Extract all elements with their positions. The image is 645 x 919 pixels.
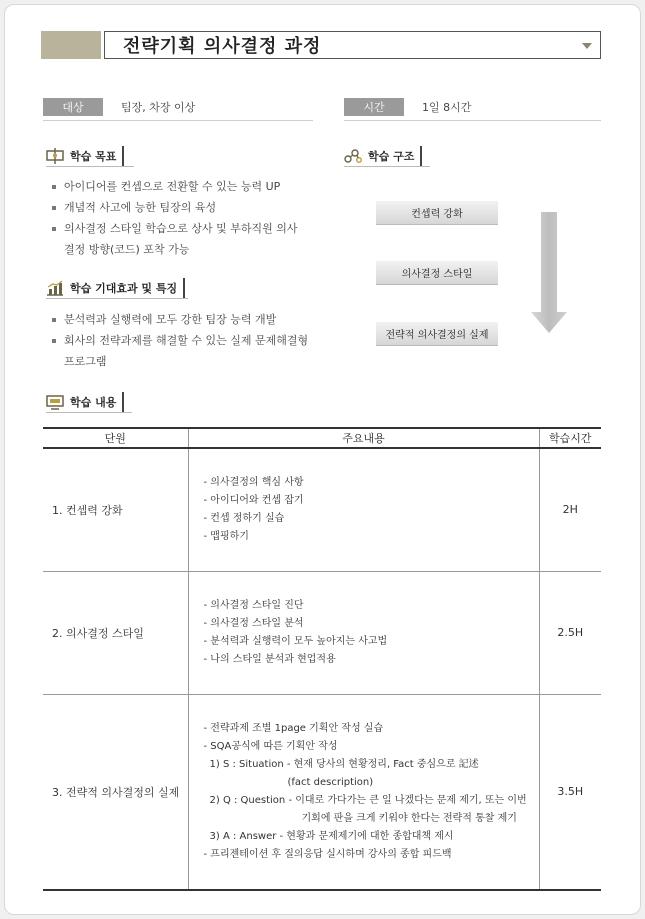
content-header: [46, 391, 124, 413]
chart-icon: [46, 280, 64, 296]
column-header: 단원: [43, 428, 188, 448]
title-accent-block: [41, 31, 101, 59]
structure-step: 의사결정 스타일: [376, 261, 498, 285]
content-line: - 맵핑하기: [203, 530, 249, 542]
dropdown-arrow-icon[interactable]: [582, 43, 592, 49]
content-title: 학습 내용: [70, 396, 117, 409]
monitor-icon: [46, 394, 64, 410]
unit-cell: 2. 의사결정 스타일: [43, 571, 188, 694]
target-tag: 대상: [43, 98, 103, 116]
list-item: 개념적 사고에 능한 팀장의 육성: [50, 197, 298, 218]
table-row: [43, 448, 601, 571]
unit-cell: 1. 컨셉력 강화: [43, 448, 188, 571]
header-bar: [183, 278, 185, 298]
content-line: - 의사결정 스타일 진단: [203, 599, 304, 611]
content-line: - 의사결정의 핵심 사항: [203, 476, 304, 488]
table-row: [43, 694, 601, 890]
structure-step: 컨셉력 강화: [376, 201, 498, 225]
content-line: 1) S : Situation - 현재 당사의 현황정리, Fact 중심으로 記述: [209, 758, 479, 770]
content-line: - 나의 스타일 분석과 현업적용: [203, 653, 336, 665]
title-bar[interactable]: [104, 31, 601, 59]
hours-cell: 3.5H: [539, 694, 601, 890]
divider: [344, 166, 430, 167]
list-item: 결정 방향(코드) 포착 가능: [64, 243, 190, 256]
content-line: 기회에 판을 크게 키워야 한다는 전략적 통찰 제기: [301, 812, 517, 824]
effects-title: 학습 기대효과 및 특징: [70, 282, 178, 295]
table-header-row: [43, 428, 601, 448]
target-row: [43, 97, 195, 117]
target-icon: [46, 148, 64, 164]
effects-header: [46, 277, 185, 299]
content-cell: [188, 571, 539, 694]
down-arrow-icon: [530, 212, 568, 334]
column-header: 학습시간: [539, 428, 601, 448]
target-value: 팀장, 차장 이상: [121, 101, 196, 114]
time-value: 1일 8시간: [422, 101, 472, 114]
list-item: 프로그램: [64, 355, 107, 368]
content-line: (fact description): [287, 776, 374, 788]
content-line: - 분석력과 실행력이 모두 높아지는 사고법: [203, 635, 388, 647]
divider: [46, 166, 134, 167]
hours-cell: 2.5H: [539, 571, 601, 694]
structure-header: [344, 145, 422, 167]
curriculum-table: [43, 427, 601, 891]
header-bar: [122, 392, 124, 412]
header-bar: [122, 146, 124, 166]
content-cell: [188, 694, 539, 890]
unit-cell: 3. 전략적 의사결정의 실제: [43, 694, 188, 890]
list-item: 의사결정 스타일 학습으로 상사 및 부하직원 의사: [50, 218, 298, 239]
time-tag: 시간: [344, 98, 404, 116]
content-line: 2) Q : Question - 이대로 가다가는 큰 일 나겠다는 문제 제기, 또는 이번: [209, 794, 527, 806]
column-header: 주요내용: [188, 428, 539, 448]
header-bar: [420, 146, 422, 166]
divider: [43, 120, 313, 121]
network-icon: [344, 148, 362, 164]
content-line: - 아이디어와 컨셉 잡기: [203, 494, 304, 506]
content-line: - 컨셉 정하기 실습: [203, 512, 285, 524]
effects-list: [50, 309, 308, 372]
list-item: 분석력과 실행력에 모두 강한 팀장 능력 개발: [50, 309, 308, 330]
page-title: 전략기획 의사결정 과정: [123, 36, 322, 57]
structure-title: 학습 구조: [368, 150, 415, 163]
list-item: 회사의 전략과제를 해결할 수 있는 실제 문제해결형: [50, 330, 308, 351]
content-line: - 프리젠테이션 후 질의응답 실시하며 강사의 종합 피드백: [203, 848, 452, 860]
content-line: 3) A : Answer - 현황과 문제제기에 대한 종합대책 제시: [209, 830, 454, 842]
content-line: - 전략과제 조별 1page 기획안 작성 실습: [203, 722, 384, 734]
hours-cell: 2H: [539, 448, 601, 571]
list-item: 아이디어를 컨셉으로 전환할 수 있는 능력 UP: [50, 176, 298, 197]
content-line: - 의사결정 스타일 분석: [203, 617, 304, 629]
time-row: [344, 97, 471, 117]
divider: [46, 412, 132, 413]
divider: [46, 298, 188, 299]
divider: [344, 120, 601, 121]
goals-header: [46, 145, 124, 167]
goals-title: 학습 목표: [70, 150, 117, 163]
content-cell: [188, 448, 539, 571]
structure-step: 전략적 의사결정의 실제: [376, 322, 498, 346]
goals-list: [50, 176, 298, 260]
table-row: [43, 571, 601, 694]
content-line: - SQA공식에 따른 기획안 작성: [203, 740, 338, 752]
